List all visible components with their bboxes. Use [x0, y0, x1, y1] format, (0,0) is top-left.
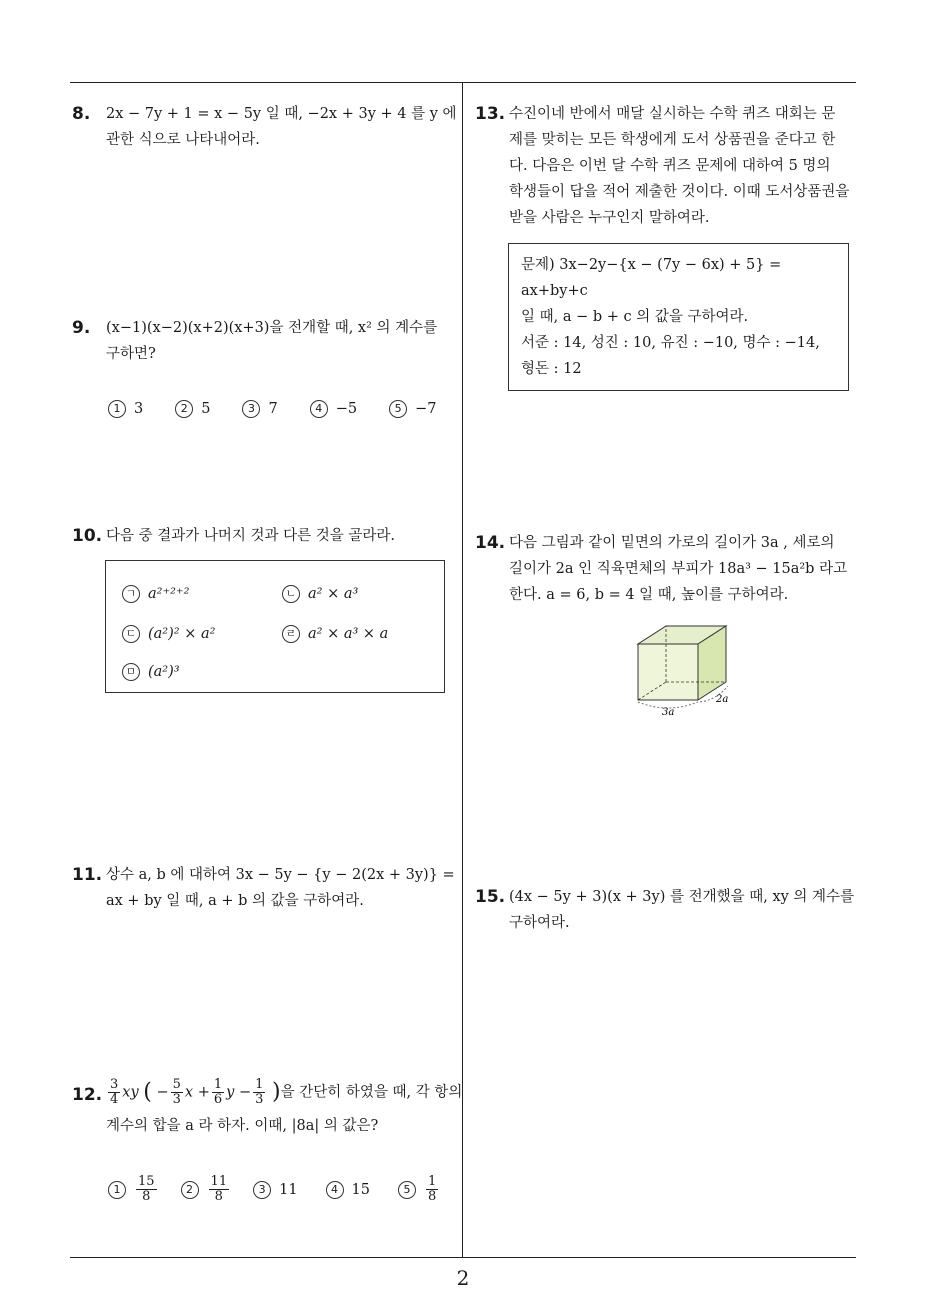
circle-number-icon: 3: [253, 1181, 271, 1199]
question-text: 2x − 7y + 1 = x − 5y 일 때, −2x + 3y + 4 를 y 에 관한 식으로 나타내어라.: [106, 106, 457, 148]
choices-12: [108, 1175, 472, 1204]
choices-9: [108, 400, 468, 418]
question-number: 13.: [475, 104, 506, 124]
question-8: [72, 101, 457, 153]
circle-letter-icon: ㄴ: [282, 585, 300, 603]
question-11: [72, 862, 457, 914]
choice-3[interactable]: 3 11: [253, 1181, 297, 1199]
circle-number-icon: 4: [310, 400, 328, 418]
question-text: 계수의 합을 a 라 하자. 이때, |8a| 의 값은?: [106, 1118, 379, 1134]
option-b[interactable]: ㄴ a² × a³: [282, 585, 358, 603]
circle-letter-icon: ㅁ: [122, 663, 140, 681]
circle-number-icon: 2: [175, 400, 193, 418]
cuboid-figure: [620, 622, 750, 717]
fraction: $\frac{3}{4}$: [110, 1077, 119, 1107]
circle-number-icon: 1: [108, 400, 126, 418]
choice-4[interactable]: 4 −5: [310, 400, 357, 418]
fraction: $\frac{5}{3}$: [172, 1077, 181, 1107]
question-text: 상수 a, b 에 대하여 3x − 5y − {y − 2(2x + 3y)} = ax + by 일 때, a + b 의 값을 구하여라.: [106, 867, 455, 909]
bottom-rule: [70, 1257, 856, 1258]
choice-1[interactable]: 1 3: [108, 400, 143, 418]
question-9: [72, 315, 457, 367]
option-d[interactable]: ㄹ a² × a³ × a: [282, 625, 388, 643]
question-number: 14.: [475, 533, 506, 553]
circle-number-icon: 5: [389, 400, 407, 418]
depth-label: 2a: [716, 694, 729, 705]
choice-5[interactable]: 5 −7: [389, 400, 436, 418]
question-text: 수진이네 반에서 매달 실시하는 수학 퀴즈 대회는 문 제를 맞히는 모든 학생에게 도서 상품권을 준다고 한 다. 다음은 이번 달 수학 퀴즈 문제에 대하여 5 명의 학생들이 답을 적어 제출한 것이다. 이때 도서상품권을 받을 사람은 누구인지 말하여라.: [509, 106, 850, 226]
circle-number-icon: 5: [398, 1181, 416, 1199]
top-rule: [70, 82, 856, 83]
fraction: $\frac{1}{3}$: [255, 1077, 264, 1107]
circle-letter-icon: ㄹ: [282, 625, 300, 643]
options-box-10: [105, 560, 445, 693]
option-e[interactable]: ㅁ (a²)³: [122, 663, 180, 681]
question-number: 15.: [475, 887, 506, 907]
option-a[interactable]: ㄱ a²⁺²⁺²: [122, 585, 189, 603]
question-number: 11.: [72, 865, 103, 885]
question-number: 10.: [72, 526, 103, 546]
choice-1[interactable]: 1 $\frac{15}{8}$: [108, 1175, 159, 1204]
page-number: 2: [456, 1266, 470, 1290]
question-text: 다음 중 결과가 나머지 것과 다른 것을 골라라.: [106, 528, 395, 544]
question-12-line1: $\frac{3}{4}$ xy ( − $\frac{5}{3}$ x + $\frac{1}{6}$ y − $\frac{1}{3}$ )을 간단히 하였을 때, 각 항의: [110, 1077, 463, 1107]
problem-box-13: 문제) 3x−2y−{x − (7y − 6x) + 5} = ax+by+c 일 때, a − b + c 의 값을 구하여라. 서준 : 14, 성진 : 10, 유진 : −10, 명수 : −14, 형돈 : 12: [508, 243, 849, 391]
circle-number-icon: 1: [108, 1181, 126, 1199]
question-number: 9.: [72, 318, 91, 338]
question-text: 다음 그림과 같이 밑면의 가로의 길이가 3a , 세로의 길이가 2a 인 직육면체의 부피가 18a³ − 15a²b 라고 한다. a = 6, b = 4 일 때, 높이를 구하여라.: [509, 535, 848, 603]
choice-2[interactable]: 2 $\frac{11}{8}$: [181, 1175, 232, 1204]
question-text: (x−1)(x−2)(x+2)(x+3)을 전개할 때, x² 의 계수를 구하면?: [106, 320, 438, 362]
option-c[interactable]: ㄷ (a²)² × a²: [122, 625, 215, 643]
choice-4[interactable]: 4 15: [326, 1181, 370, 1199]
circle-number-icon: 2: [181, 1181, 199, 1199]
question-number: 12.: [72, 1085, 103, 1105]
choice-2[interactable]: 2 5: [175, 400, 210, 418]
question-13: [475, 101, 860, 231]
question-text: (4x − 5y + 3)(x + 3y) 를 전개했을 때, xy 의 계수를 구하여라.: [509, 889, 855, 931]
question-10: [72, 523, 457, 549]
choice-3[interactable]: 3 7: [242, 400, 277, 418]
question-12: [72, 1078, 462, 1139]
circle-letter-icon: ㄱ: [122, 585, 140, 603]
question-number: 8.: [72, 104, 91, 124]
question-14: [475, 530, 860, 608]
choice-5[interactable]: 5 $\frac{1}{8}$: [398, 1175, 440, 1204]
circle-number-icon: 3: [242, 400, 260, 418]
width-label: 3a: [662, 707, 675, 717]
question-15: [475, 884, 860, 936]
circle-number-icon: 4: [326, 1181, 344, 1199]
fraction: $\frac{1}{6}$: [213, 1077, 223, 1107]
circle-letter-icon: ㄷ: [122, 625, 140, 643]
